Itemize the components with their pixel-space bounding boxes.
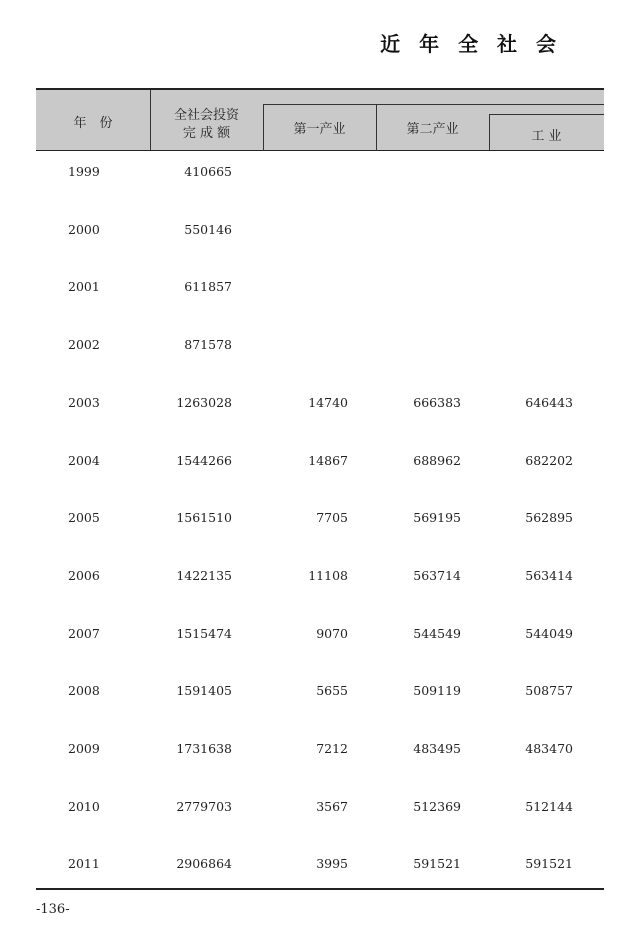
page-number: -136- — [36, 902, 70, 917]
cell-secondary: 688962 — [413, 452, 461, 468]
table-row — [36, 626, 604, 646]
cell-year: 2000 — [68, 221, 100, 237]
cell-primary: 9070 — [316, 625, 348, 641]
cell-total: 1263028 — [176, 394, 232, 410]
table-bottom-rule — [36, 888, 604, 890]
cell-industry: 682202 — [525, 452, 573, 468]
cell-total: 1731638 — [176, 741, 232, 756]
table-row — [36, 568, 604, 588]
cell-total: 410665 — [184, 164, 232, 179]
header-span-line — [263, 104, 604, 105]
cell-year: 2005 — [68, 510, 100, 526]
cell-total: 611857 — [184, 279, 232, 295]
cell-secondary: 563714 — [413, 567, 461, 583]
cell-year: 2003 — [68, 394, 100, 410]
cell-primary: 5655 — [316, 683, 348, 699]
cell-primary: 3567 — [316, 798, 348, 814]
header-year: 年 份 — [73, 116, 113, 131]
cell-year: 2007 — [68, 625, 100, 641]
cell-primary: 11108 — [308, 567, 348, 583]
header-primary: 第一产业 — [293, 122, 346, 137]
cell-year: 2009 — [68, 741, 100, 756]
table-row — [36, 741, 604, 761]
cell-total: 1591405 — [176, 683, 232, 699]
table-row — [36, 337, 604, 357]
table-header — [36, 88, 604, 151]
cell-industry: 646443 — [525, 394, 573, 410]
table-row — [36, 683, 604, 703]
cell-year: 1999 — [68, 164, 100, 179]
table-row — [36, 856, 604, 876]
cell-secondary: 569195 — [413, 510, 461, 526]
cell-total: 550146 — [184, 221, 232, 237]
cell-industry: 483470 — [525, 741, 573, 756]
cell-primary: 7705 — [316, 510, 348, 526]
header-secondary: 第二产业 — [406, 122, 459, 137]
cell-primary: 7212 — [316, 741, 348, 756]
header-span-line — [489, 114, 604, 115]
cell-total: 871578 — [184, 337, 232, 353]
cell-total: 1544266 — [176, 452, 232, 468]
cell-industry: 563414 — [525, 567, 573, 583]
table-row — [36, 395, 604, 415]
cell-year: 2011 — [68, 856, 100, 872]
cell-industry: 508757 — [525, 683, 573, 699]
table-row — [36, 453, 604, 473]
header-total-line1: 全社会投资 — [173, 108, 239, 123]
header-total-line2: 完 成 额 — [182, 126, 231, 141]
cell-year: 2001 — [68, 279, 100, 295]
table-row — [36, 279, 604, 299]
cell-secondary: 512369 — [413, 798, 461, 814]
cell-total: 2779703 — [176, 798, 232, 814]
table-row — [36, 222, 604, 242]
cell-year: 2008 — [68, 683, 100, 699]
cell-primary: 14867 — [308, 452, 348, 468]
cell-year: 2002 — [68, 337, 100, 353]
cell-industry: 591521 — [525, 856, 573, 872]
table-row — [36, 799, 604, 819]
cell-total: 1515474 — [176, 625, 232, 641]
cell-total: 1561510 — [176, 510, 232, 526]
cell-total: 2906864 — [176, 856, 232, 872]
page-title: 近 年 全 社 会 — [380, 32, 562, 56]
cell-secondary: 666383 — [413, 394, 461, 410]
cell-secondary: 591521 — [413, 856, 461, 872]
cell-year: 2010 — [68, 798, 100, 814]
table-row — [36, 164, 604, 184]
cell-primary: 3995 — [316, 856, 348, 872]
cell-year: 2006 — [68, 567, 100, 583]
cell-primary: 14740 — [308, 394, 348, 410]
table-row — [36, 510, 604, 530]
cell-secondary: 483495 — [413, 741, 461, 756]
cell-industry: 562895 — [525, 510, 573, 526]
cell-industry: 544049 — [525, 625, 573, 641]
cell-total: 1422135 — [176, 567, 232, 583]
cell-secondary: 544549 — [413, 625, 461, 641]
cell-industry: 512144 — [525, 798, 573, 814]
cell-secondary: 509119 — [413, 683, 461, 699]
header-industry: 工 业 — [531, 129, 562, 144]
cell-year: 2004 — [68, 452, 100, 468]
